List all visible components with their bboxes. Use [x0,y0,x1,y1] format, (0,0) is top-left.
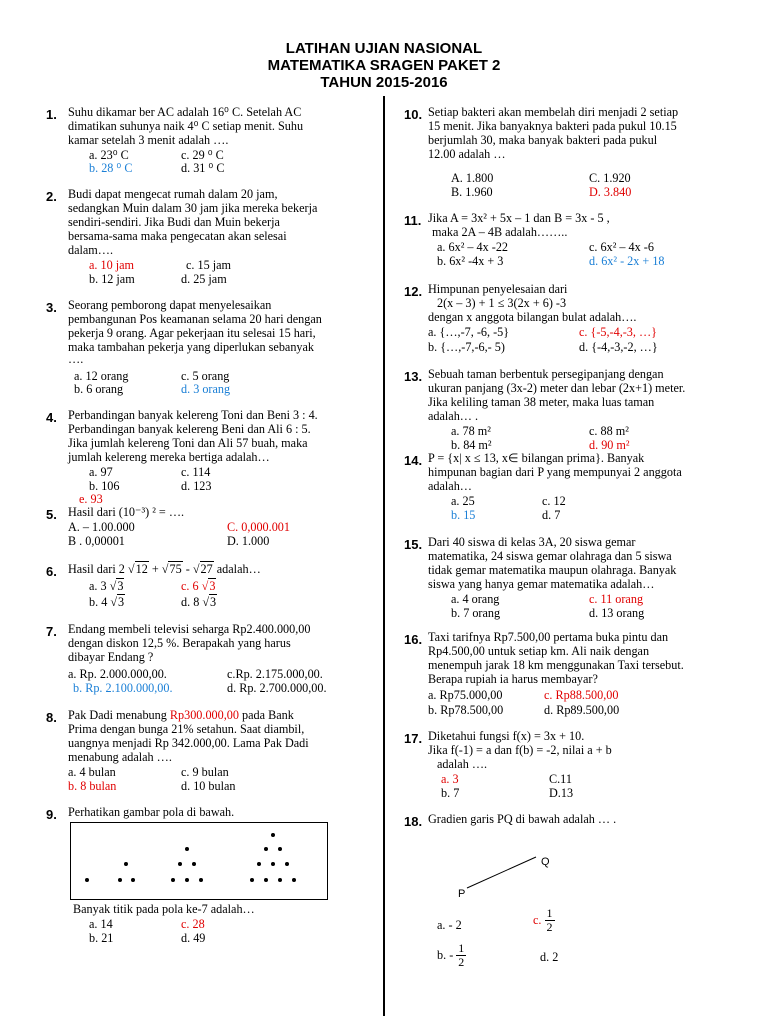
point-p-label: P [458,888,466,900]
question-text: sendiri-sendiri. Jika Budi dan Muin bekerja [68,215,280,229]
question-text: 15 menit. Jika banyaknya bakteri pada pukul 10.15 [428,119,677,133]
option-c[interactable]: c. {-5,-4,-3, …} [579,325,658,339]
option-c[interactable]: C. 0,000.001 [227,520,290,534]
question-number: 14. [404,453,423,468]
option-d[interactable]: d. Rp89.500,00 [544,703,620,717]
option-b[interactable]: b. 84 m² [451,438,492,452]
question-text: uangnya menjadi Rp 342.000,00. Lama Pak Dadi [68,736,309,750]
option-d[interactable]: d. 3 orang [181,382,231,396]
option-d[interactable]: d. 49 [181,931,206,945]
question-text: maka 2A – 4B adalah…….. [432,225,568,239]
option-a[interactable]: a. 14 [89,917,113,931]
option-b[interactable]: b. 7 [441,786,460,800]
question-number: 15. [404,537,423,552]
option-d[interactable]: d. Rp. 2.700.000,00. [227,681,327,695]
option-c[interactable]: c. 28 [181,917,205,931]
option-d[interactable]: d. 123 [181,479,212,493]
question-text: adalah… [428,479,472,493]
option-a[interactable]: a. 97 [89,465,113,479]
option-a[interactable]: A. 1.800 [451,171,494,185]
question-text: Diketahui fungsi f(x) = 3x + 10. [428,729,585,743]
option-a[interactable]: a. 4 bulan [68,765,116,779]
question-text: Perbandingan banyak kelereng Beni dan Ali 6 : 5. [68,422,311,436]
question-text: adalah… . [428,409,479,423]
pattern-dot [185,878,189,882]
option-d[interactable]: d. 90 m² [589,438,630,452]
option-d[interactable]: d. {-4,-3,-2, …} [579,340,658,354]
option-a[interactable]: a. {…,-7, -6, -5} [428,325,510,339]
pattern-dot [264,847,268,851]
pattern-dot [250,878,254,882]
question-text: adalah …. [437,757,488,771]
pattern-dot [124,862,128,866]
option-c[interactable]: c. Rp88.500,00 [544,688,619,702]
question-number: 10. [404,107,423,122]
pattern-dot [85,878,89,882]
question-text: dengan x anggota bilangan bulat adalah…. [428,310,637,324]
question-text: menabung adalah …. [68,750,172,764]
question-text: sedangkan Muin dalam 30 jam jika mereka bekerja [68,201,318,215]
question-text: Gradien garis PQ di bawah adalah … . [428,812,617,826]
option-b[interactable]: b. 6 orang [74,382,124,396]
option-b[interactable]: b. 4 √3 [89,595,125,609]
point-q-label: Q [541,856,550,868]
pattern-dot [264,878,268,882]
question-text: bersama-sama maka pengecatan akan selesai [68,229,287,243]
question-text: dalam…. [68,243,114,257]
option-a[interactable]: a. Rp75.000,00 [428,688,503,702]
question-text: 12.00 adalah … [428,147,506,161]
pattern-dot [285,862,289,866]
option-b[interactable]: b. 21 [89,931,114,945]
radicand: 27 [200,562,213,576]
question-text: pembangunan Pos keamanan selama 20 hari dengan [68,312,322,326]
pattern-dot [257,862,261,866]
pattern-dot [199,878,203,882]
question-text: 2(x – 3) + 1 ≤ 3(2x + 6) -3 [437,296,567,310]
question-number: 7. [46,624,57,639]
option-b[interactable]: b. Rp78.500,00 [428,703,504,717]
option-d[interactable]: d. 13 orang [589,606,645,620]
question-number: 9. [46,807,57,822]
option-c[interactable]: c. 5 orang [181,369,230,383]
option-b[interactable]: b. Rp. 2.100.000,00. [73,681,173,695]
option-a[interactable]: a. 3 [441,772,459,786]
option-d[interactable]: d. 25 jam [181,272,227,286]
question-text: Endang membeli televisi seharga Rp2.400.000,00 [68,622,311,636]
question-number: 11. [404,213,422,228]
question-number: 13. [404,369,423,384]
question-number: 5. [46,507,57,522]
question-text: berjumlah 30, maka banyak bakteri pada pukul [428,133,658,147]
question-text: Jika f(-1) = a dan f(b) = -2, nilai a + b [428,743,612,757]
title-line-1: LATIHAN UJIAN NASIONAL [285,40,483,57]
question-text: dibayar Endang ? [68,650,154,664]
title-line-2: MATEMATIKA SRAGEN PAKET 2 [267,57,501,74]
option-d[interactable]: d. 31 ⁰ C [181,161,225,175]
option-b[interactable]: b. 6x² -4x + 3 [437,254,504,268]
question-text: Jika keliling taman 38 meter, maka luas taman [428,395,655,409]
option-e[interactable]: e. 93 [79,492,103,506]
question-text: kamar setelah 3 menit adalah …. [68,133,229,147]
question-text: Jika A = 3x² + 5x – 1 dan B = 3x - 5 , [428,211,610,225]
pattern-dot [192,862,196,866]
pattern-dot [131,878,135,882]
question-text: Budi dapat mengecat rumah dalam 20 jam, [68,187,278,201]
expr-part: adalah… [213,562,261,576]
option-c[interactable]: c. 12 [542,494,566,508]
option-d[interactable]: d. 2 [540,950,559,964]
pattern-dot [271,862,275,866]
option-b[interactable]: b. - $\frac{1}{2}$ [437,941,465,969]
option-a[interactable]: a. 3 √3 [89,579,124,593]
question-number: 2. [46,189,57,204]
option-d[interactable]: D. 3.840 [589,185,632,199]
option-d[interactable]: d. 7 [542,508,561,522]
pattern-dot [171,878,175,882]
pattern-dot [271,833,275,837]
title-line-3: TAHUN 2015-2016 [320,74,448,91]
question-text: himpunan bagian dari P yang mempunyai 2 anggota [428,465,682,479]
option-b[interactable]: b. 8 bulan [68,779,117,793]
question-text: Rp4.500,00 untuk setiap km. Ali naik dengan [428,644,650,658]
option-d[interactable]: d. 6x² - 2x + 18 [589,254,665,268]
pattern-dot [178,862,182,866]
question-number: 18. [404,814,423,829]
option-c[interactable]: c. 88 m² [589,424,629,438]
radicand: 12 [135,562,148,576]
option-a[interactable]: a. 25 [451,494,475,508]
radicand: 75 [169,562,182,576]
pattern-dot [278,878,282,882]
option-b[interactable]: b. 12 jam [89,272,135,286]
question-number: 6. [46,564,57,579]
pattern-dot [292,878,296,882]
option-c[interactable]: c. 29 ⁰ C [181,148,224,162]
question-text: maka tambahan pekerja yang diperlukan sebanyak [68,340,315,354]
pattern-dot [278,847,282,851]
question-text: tidak gemar matematika maupun olahraga. Banyak [428,563,677,577]
option-b[interactable]: b. {…,-7,-6,- 5) [428,340,505,354]
question-number: 16. [404,632,423,647]
question-number: 3. [46,300,57,315]
option-a[interactable]: a. 10 jam [89,258,135,272]
option-b[interactable]: b. 106 [89,479,120,493]
question-text: Berapa rupiah ia harus membayar? [428,672,598,686]
question-number: 8. [46,710,57,725]
question-text: ukuran panjang (3x-2) meter dan lebar (2x+1) meter. [428,381,686,395]
option-b[interactable]: B . 0,00001 [68,534,125,548]
pattern-dot [118,878,122,882]
option-c[interactable]: c. 6x² – 4x -6 [589,240,654,254]
option-c[interactable]: C. 1.920 [589,171,631,185]
question-text: Suhu dikamar ber AC adalah 16⁰ C. Setelah AC [68,105,302,119]
question-text: dimatikan suhunya naik 4⁰ C setiap menit. Suhu [68,119,304,133]
question-text: Taxi tarifnya Rp7.500,00 pertama buka pintu dan [428,630,669,644]
question-text: Hasil dari (10⁻³) ² = …. [68,505,185,519]
option-d[interactable]: d. 8 √3 [181,595,217,609]
option-c[interactable]: c.Rp. 2.175.000,00. [227,667,323,681]
question-number: 17. [404,731,423,746]
question-text: pekerja 9 orang. Agar pekerjaan itu selesai 15 hari, [68,326,316,340]
option-d[interactable]: d. 10 bulan [181,779,236,793]
question-text: Jika jumlah kelereng Toni dan Ali 57 buah, maka [68,436,308,450]
question-text: P = {x| x ≤ 13, x∈ bilangan prima}. Banyak [428,451,645,465]
question-text: …. [68,352,84,366]
option-a[interactable]: a. 23⁰ C [89,148,129,162]
option-c[interactable]: c. 9 bulan [181,765,229,779]
option-d[interactable]: D. 1.000 [227,534,270,548]
expr-part: + [148,562,162,576]
option-b[interactable]: b. 7 orang [451,606,501,620]
line-pq [467,857,536,888]
question-text: jumlah kelereng mereka bertiga adalah… [68,450,270,464]
question-text: Seorang pemborong dapat menyelesaikan [68,298,272,312]
dot-pattern-figure [70,822,328,900]
question-text: Sebuah taman berbentuk persegipanjang dengan [428,367,664,381]
option-c[interactable]: c. 11 orang [589,592,644,606]
option-b[interactable]: b. 15 [451,508,476,522]
option-a[interactable]: a. 4 orang [451,592,500,606]
pattern-dot [185,847,189,851]
expr-part: Hasil dari 2 [68,562,128,576]
expr-part: - [182,562,193,576]
question-text: dengan diskon 12,5 %. Berapakah yang harus [68,636,291,650]
option-a[interactable]: a. 6x² – 4x -22 [437,240,509,254]
option-a[interactable]: a. - 2 [437,918,462,932]
question-text: Dari 40 siswa di kelas 3A, 20 siswa gemar [428,535,636,549]
question-text: Hasil dari 2 √12 + √75 - √27 adalah… [68,562,261,576]
option-a[interactable]: A. – 1.00.000 [68,520,135,534]
option-c[interactable]: c. 6 √3 [181,579,216,593]
question-text: Perhatikan gambar pola di bawah. [68,805,235,819]
question-text: Setiap bakteri akan membelah diri menjadi 2 setiap [428,105,679,119]
option-c[interactable]: c. $\frac{1}{2}$ [533,906,553,934]
option-c[interactable]: c. 15 jam [186,258,232,272]
question-text: Himpunan penyelesaian dari [428,282,568,296]
option-d[interactable]: D.13 [549,786,574,800]
question-text: siswa yang hanya gemar matematika adalah… [428,577,655,591]
question-text: menempuh jarak 18 km menggunakan Taxi tersebut. [428,658,684,672]
option-a[interactable]: a. 78 m² [451,424,491,438]
option-b[interactable]: b. 28 ⁰ C [89,161,133,175]
option-a[interactable]: a. 12 orang [74,369,129,383]
question-number: 4. [46,410,57,425]
question-number: 1. [46,107,57,122]
question-text: matematika, 24 siswa gemar olahraga dan 5 siswa [428,549,672,563]
option-c[interactable]: c. 114 [181,465,211,479]
option-a[interactable]: a. Rp. 2.000.000,00. [68,667,167,681]
question-text: Banyak titik pada pola ke-7 adalah… [73,902,255,916]
column-divider [383,96,385,1016]
question-text: Pak Dadi menabung Rp300.000,00 pada Bank [68,708,294,722]
question-text: Prima dengan bunga 21% setahun. Saat diambil, [68,722,305,736]
question-text: Perbandingan banyak kelereng Toni dan Beni 3 : 4. [68,408,318,422]
option-b[interactable]: B. 1.960 [451,185,493,199]
option-c[interactable]: C.11 [549,772,572,786]
question-number: 12. [404,284,423,299]
